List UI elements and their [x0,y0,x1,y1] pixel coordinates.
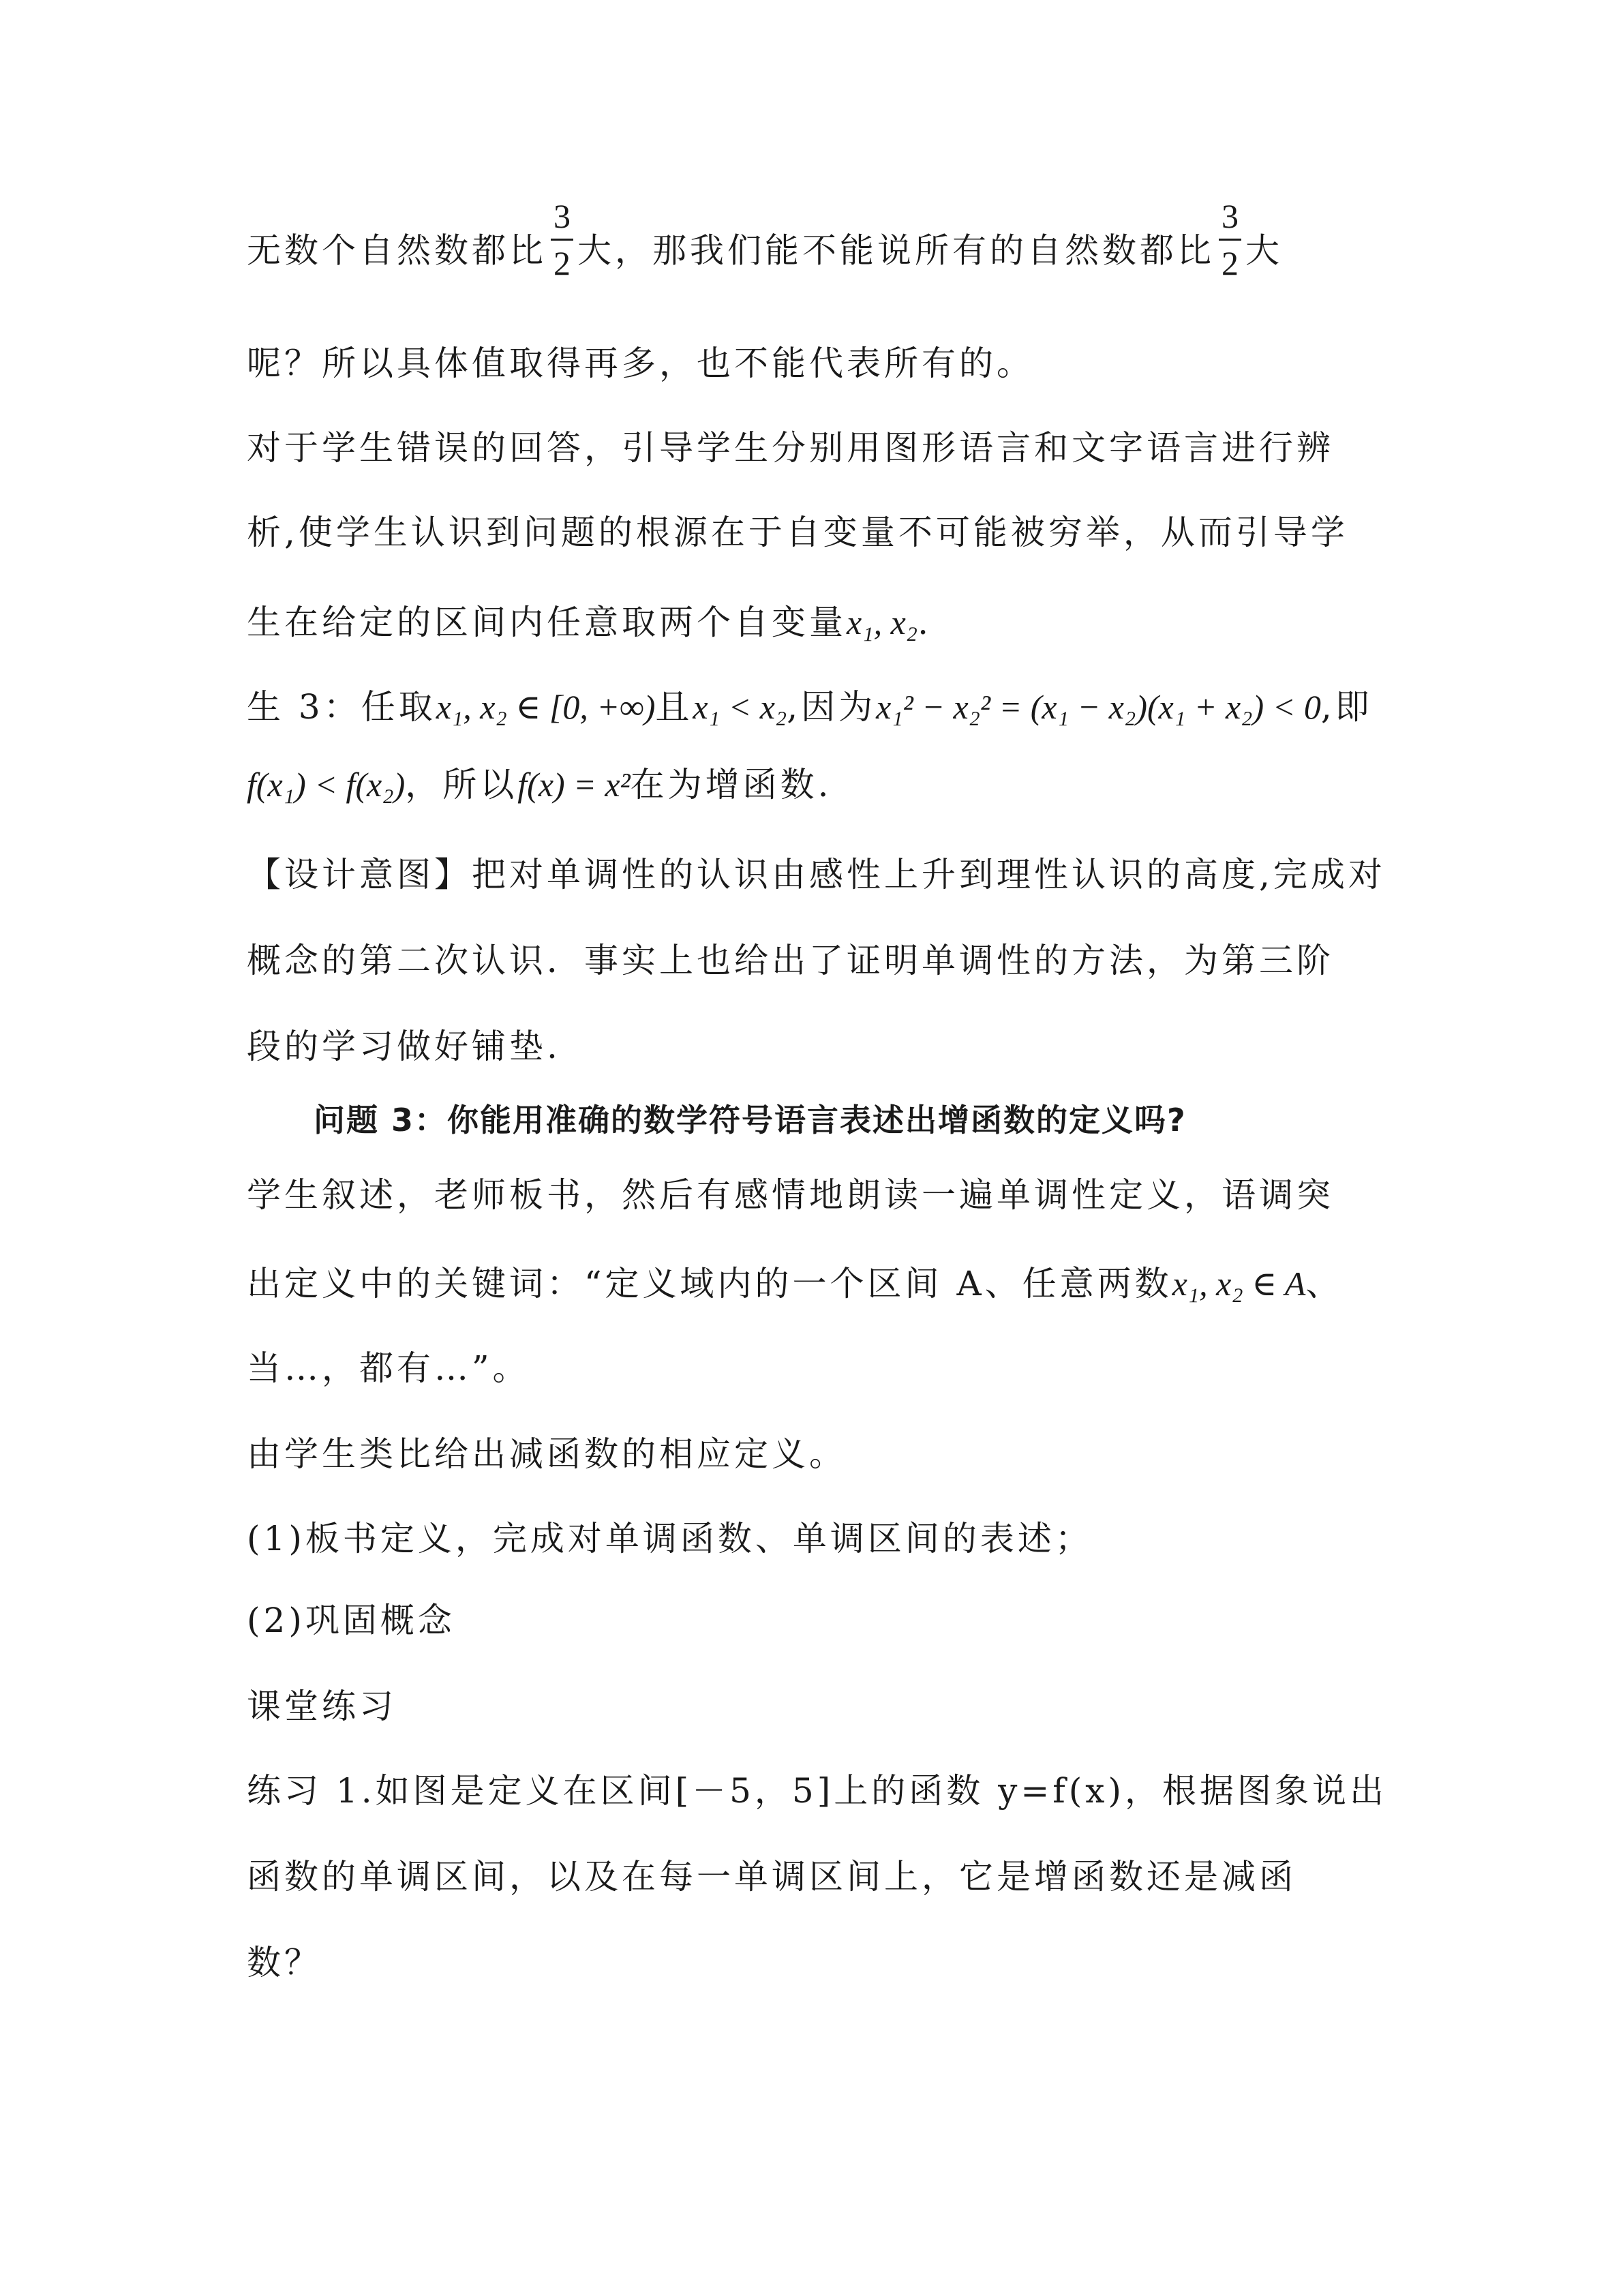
design-intent-line-3: 段的学习做好铺垫. [247,1027,561,1066]
text-line-17: (2)巩固概念 [247,1601,455,1640]
text-line-14: 当…，都有…”。 [247,1348,530,1388]
exercise-1-line-1: 练习 1.如图是定义在区间[－5，5]上的函数 y=f(x)，根据图象说出 [247,1771,1387,1811]
math-x1-x2: x₁, x₂ [847,603,918,641]
text-line-1 [247,197,1283,294]
line1-part-b: 大，那我们能不能说所有的自然数都比 [577,230,1215,271]
math-f-square: f(x) = x² [517,766,631,804]
math-domain: x₁, x₂ ∈ [0, +∞) [436,688,656,726]
fraction-three-halves: $\frac{3}{2}$ [551,199,573,280]
math-x1-x2-in-A: x₁, x₂ ∈ A [1172,1265,1306,1303]
design-intent-line-1: 【设计意图】把对单调性的认识由感性上升到理性认识的高度,完成对 [247,855,1386,894]
math-difference: x₁² − x₂² = (x₁ − x₂)(x₁ + x₂) < 0 [876,688,1321,726]
fraction-three-halves-2: $\frac{3}{2}$ [1219,199,1241,280]
text-line-4: 析,使学生认识到问题的根源在于自变量不可能被穷举，从而引导学 [247,513,1348,552]
math-inequality: x₁ < x₂ [693,688,787,726]
text-line-6: 生 3：任取x₁, x₂ ∈ [0, +∞)且x₁ < x₂,因为x₁² − x₂² = (x₁ − x₂)(x₁ + x₂) < 0,即 [247,687,1373,727]
design-intent-line-2: 概念的第二次认识．事实上也给出了证明单调性的方法，为第三阶 [247,941,1334,980]
line1-part-a: 无数个自然数都比 [247,230,547,271]
math-f-compare: f(x₁) < f(x₂) [247,766,406,804]
exercise-1-line-3: 数？ [247,1943,322,1982]
text-line-15: 由学生类比给出减函数的相应定义。 [247,1434,847,1474]
classroom-practice-heading: 课堂练习 [247,1687,397,1726]
text-line-16: (1)板书定义，完成对单调函数、单调区间的表述； [247,1519,1093,1558]
text-line-2: 呢？所以具体值取得再多，也不能代表所有的。 [247,344,1034,383]
text-line-5: 生在给定的区间内任意取两个自变量x₁, x₂. [247,603,932,642]
text-line-7: f(x₁) < f(x₂)，所以f(x) = x²在为增函数. [247,765,832,804]
exercise-1-line-2: 函数的单调区间，以及在每一单调区间上，它是增函数还是减函 [247,1857,1296,1897]
line1-part-c: 大 [1245,230,1283,271]
text-line-12: 学生叙述，老师板书，然后有感情地朗读一遍单调性定义，语调突 [247,1175,1334,1215]
question-3-heading: 问题 3：你能用准确的数学符号语言表述出增函数的定义吗? [314,1102,1187,1138]
text-line-3: 对于学生错误的回答，引导学生分别用图形语言和文字语言进行辨 [247,428,1334,468]
text-line-13: 出定义中的关键词：“定义域内的一个区间 A、任意两数x₁, x₂ ∈ A、 [247,1264,1344,1303]
